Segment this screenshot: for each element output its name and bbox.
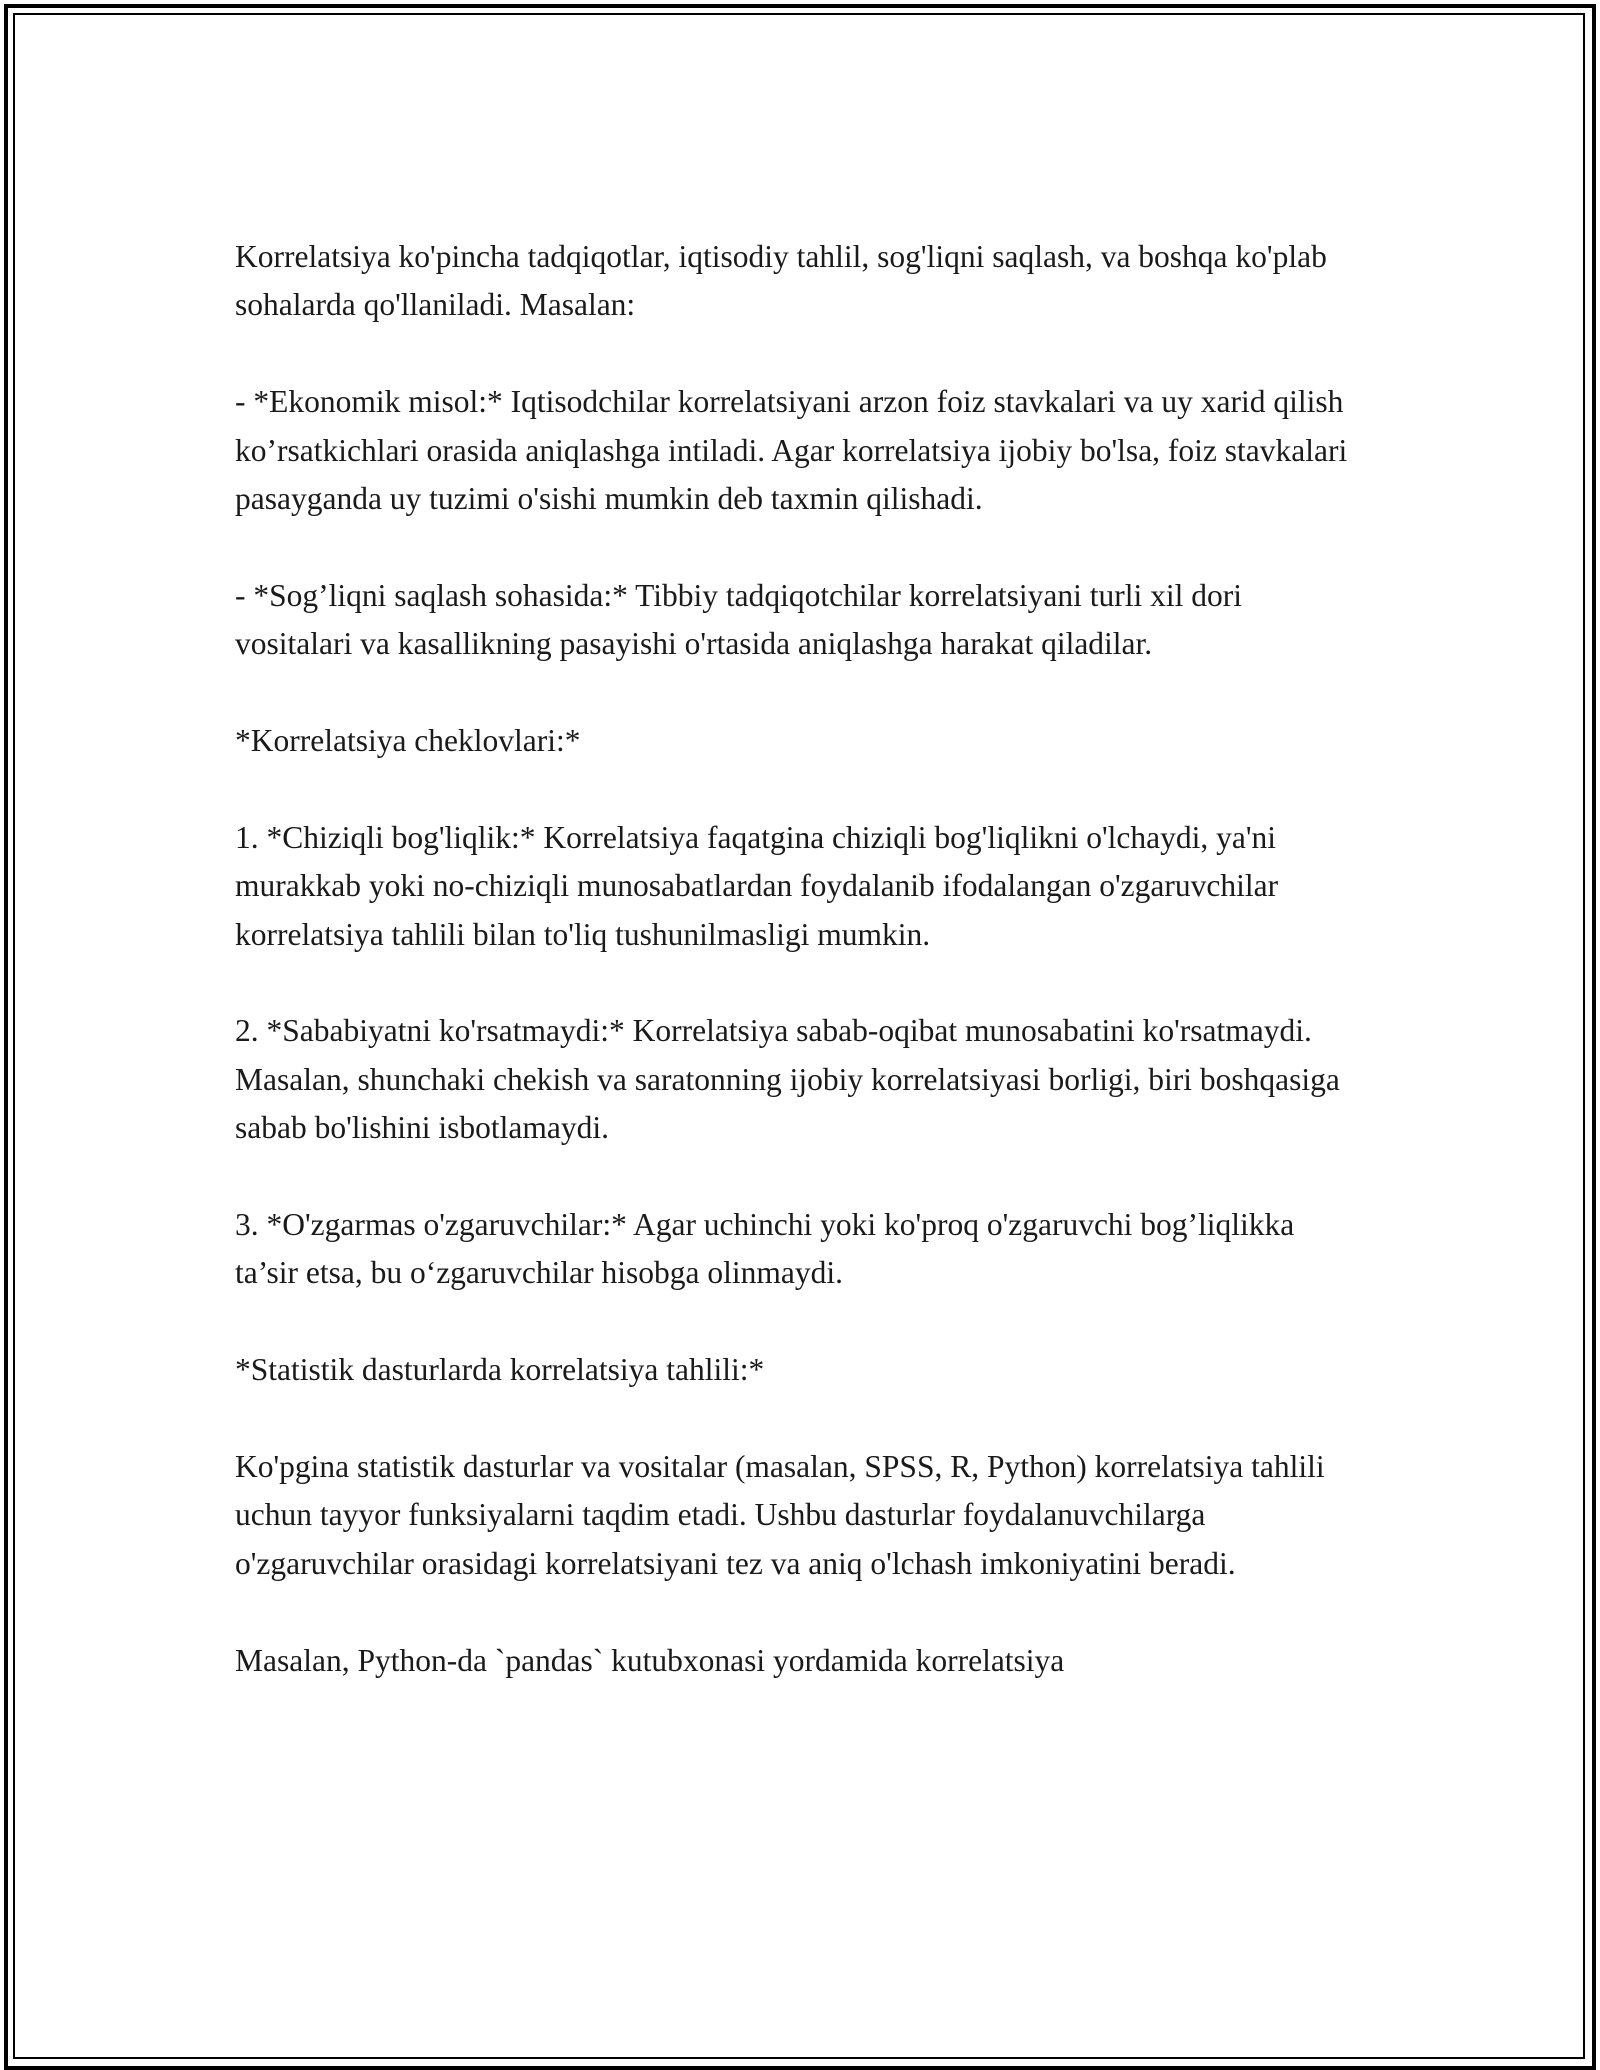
- paragraph-causality: 2. *Sababiyatni ko'rsatmaydi:* Korrelatsiya sabab-oqibat munosabatini ko'rsatmaydi. Masalan, shunchaki chekish va saratonning ijobiy korrelatsiyasi borligi, biri boshqasiga sabab bo'lishini isbotlamaydi.: [235, 1013, 1340, 1146]
- paragraph-economic-example: - *Ekonomik misol:* Iqtisodchilar korrelatsiyani arzon foiz stavkalari va uy xarid qilish ko’rsatkichlari orasida aniqlashga intiladi. Agar korrelatsiya ijobiy bo'lsa, foiz stavkalari pasayganda uy tuzimi o'sishi mumkin deb taxmin qilishadi.: [235, 384, 1348, 517]
- document-body: [235, 233, 1365, 1685]
- paragraph-intro: Korrelatsiya ko'pincha tadqiqotlar, iqtisodiy tahlil, sog'liqni saqlash, va boshqa ko'plab sohalarda qo'llaniladi. Masalan:: [235, 239, 1327, 323]
- paragraph-software-tools: Ko'pgina statistik dasturlar va vositalar (masalan, SPSS, R, Python) korrelatsiya tahlili uchun tayyor funksiyalarni taqdim etadi. Ushbu dasturlar foydalanuvchilarga o'zgaruvchilar orasidagi korrelatsiyani tez va aniq o'lchash imkoniyatini beradi.: [235, 1449, 1325, 1581]
- paragraph-confounders: 3. *O'zgarmas o'zgaruvchilar:* Agar uchinchi yoki ko'proq o'zgaruvchi bog’liqlikka ta’sir etsa, bu o‘zgaruvchilar hisobga olinmaydi.: [235, 1207, 1295, 1291]
- paragraph-health-example: - *Sog’liqni saqlash sohasida:* Tibbiy tadqiqotchilar korrelatsiyani turli xil dori vositalari va kasallikning pasayishi o'rtasida aniqlashga harakat qiladilar.: [235, 577, 1243, 662]
- paragraph-linear-dependence: 1. *Chiziqli bog'liqlik:* Korrelatsiya faqatgina chiziqli bog'liqlikni o'lchaydi, ya'ni murakkab yoki no-chiziqli munosabatlardan foydalanib ifodalangan o'zgaruvchilar korrelatsiya tahlili bilan to'liq tushunilmasligi mumkin.: [235, 819, 1279, 952]
- heading-statistical-software: *Statistik dasturlarda korrelatsiya tahlili:*: [235, 1352, 765, 1388]
- paragraph-python-example: Masalan, Python-da `pandas` kutubxonasi yordamida korrelatsiya: [235, 1642, 1065, 1678]
- heading-limitations: *Korrelatsiya cheklovlari:*: [235, 723, 581, 759]
